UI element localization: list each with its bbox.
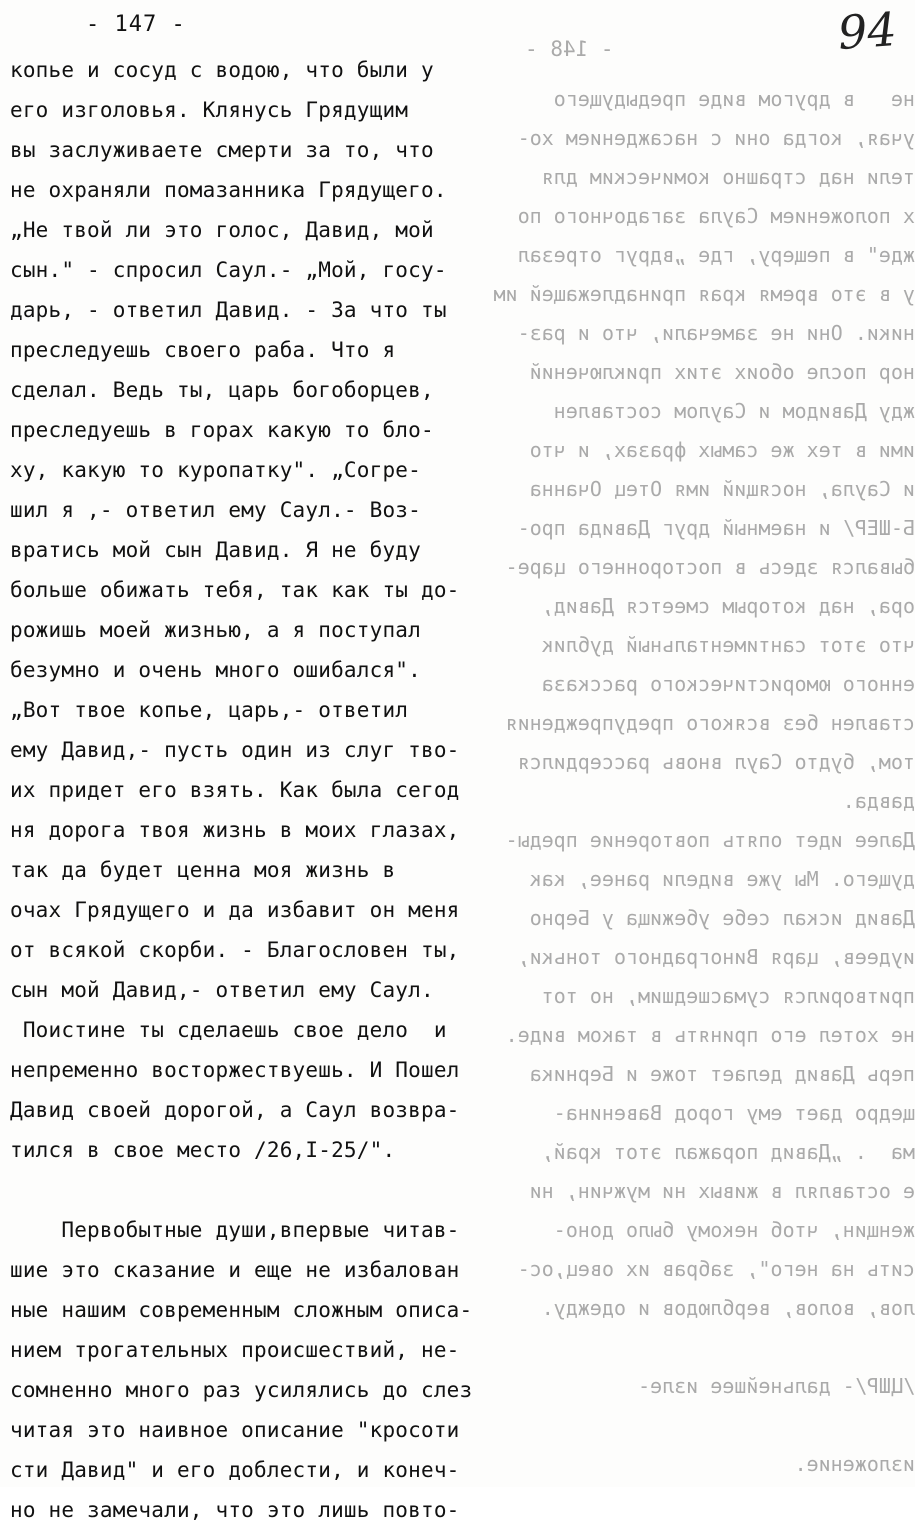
bleed-text-line: ники. Они не замечали, что и раз- xyxy=(517,321,915,345)
bleed-text-line: Далее идет опять повторение преды- xyxy=(505,828,915,852)
text-line: читая это наивное описание "кросоти xyxy=(10,1418,460,1442)
text-line: дарь, - ответил Давид. - За что ты xyxy=(10,298,447,322)
text-line: шие это сказание и еще не избалован xyxy=(10,1258,460,1282)
text-line: Давид своей дорогой, а Саул возвра- xyxy=(10,1098,460,1122)
bleed-text-line: притворился сумасшедшим, но тот xyxy=(541,984,915,1008)
text-line: копье и сосуд с водою, что были у xyxy=(10,58,434,82)
text-line: тился в свое место /26,I-25/". xyxy=(10,1138,396,1162)
text-line: больше обижать тебя, так как ты до- xyxy=(10,578,460,602)
text-line: ня дорога твоя жизнь в моих глазах, xyxy=(10,818,460,842)
bleed-text-line: е оставлял в живых ни мужчин, ни xyxy=(529,1179,915,1203)
bleed-through-reverse-page xyxy=(455,20,915,1480)
text-line: преследуешь своего раба. Что я xyxy=(10,338,396,362)
bleed-text-block xyxy=(494,80,915,1480)
bleed-text-line: у в это время края принадлежащей им xyxy=(493,282,915,306)
bleed-text-line: енного юмористического рассказа xyxy=(541,672,915,696)
text-line: „Вот твое копье, царь,- ответил xyxy=(10,698,409,722)
text-line: рожишь моей жизнью, а я поступал xyxy=(10,618,421,642)
text-line: сделал. Ведь ты, царь богоборцев, xyxy=(10,378,434,402)
text-line: так да будет ценна моя жизнь в xyxy=(10,858,396,882)
bleed-text-line: давда. xyxy=(842,789,915,813)
text-line: нием трогательных происшествий, не- xyxy=(10,1338,460,1362)
bleed-text-line: ора, над которым смеется Давид, xyxy=(541,594,915,618)
bleed-text-line: Б-ШЕР/ и наемный друг Давида про- xyxy=(517,516,915,540)
text-line: его изголовья. Клянусь Грядущим xyxy=(10,98,409,122)
text-line: ему Давид,- пусть один из слуг тво- xyxy=(10,738,460,762)
bleed-text-line xyxy=(494,1328,915,1367)
bleed-text-line: щедро дает ему город Вавенина- xyxy=(553,1101,915,1125)
typewritten-text-block xyxy=(10,50,510,1530)
text-line: „Не твой ли это голос, Давид, мой xyxy=(10,218,434,242)
text-line: сомненно много раз усилялись до слез xyxy=(10,1378,473,1402)
bleed-text-line: Давид искал себе убежища у Берно xyxy=(529,906,915,930)
text-line: сын." - спросил Саул.- „Мой, госу- xyxy=(10,258,447,282)
bleed-text-line: тели над страшно комическим для xyxy=(541,165,915,189)
text-line: ху, какую то куропатку". „Согре- xyxy=(10,458,421,482)
handwritten-archive-number: 94 xyxy=(836,2,899,60)
text-line: ные нашим современным сложным описа- xyxy=(10,1298,473,1322)
bleed-text-line: не хотел его принять в таком виде. xyxy=(505,1023,915,1047)
text-line: Поистине ты сделаешь свое дело и xyxy=(10,1018,447,1042)
bleed-text-line: бывался здесь в постороннего царе- xyxy=(505,555,915,579)
bleed-text-line: иудеев, царя Виноградного тоньки, xyxy=(517,945,915,969)
text-line: преследуешь в горах какую то бло- xyxy=(10,418,434,442)
page-number: - 147 - xyxy=(86,12,186,37)
bleed-text-line: сить на него", забрав их овец,ос- xyxy=(517,1257,915,1281)
bleed-text-line: лов, волов, верблюдов и одежду. xyxy=(541,1296,915,1320)
text-line: сти Давид" и его доблести, и конеч- xyxy=(10,1458,460,1482)
bleed-text-line xyxy=(494,1406,915,1445)
text-line: вы заслуживаете смерти за то, что xyxy=(10,138,434,162)
bleed-text-line: дущего. Мы уже видели ранее, как xyxy=(529,867,915,891)
bleed-text-line: нор после обоих этих приключений xyxy=(529,360,915,384)
bleed-text-line: ставлен без всякого предупреждения xyxy=(505,711,915,735)
bleed-text-line: изложение. xyxy=(794,1452,915,1476)
bleed-text-line: ими в тех же самых фразах, и что xyxy=(529,438,915,462)
text-line: не охраняли помазанника Грядущего. xyxy=(10,178,447,202)
text-line: шил я ,- ответил ему Саул.- Воз- xyxy=(10,498,421,522)
bleed-text-line: жду Давидом и Саулом составлен xyxy=(553,399,915,423)
bleed-text-line: и Саула, носящий имя Отец Очанна xyxy=(529,477,915,501)
text-line: вратись мой сын Давид. Я не буду xyxy=(10,538,421,562)
text-line: сын мой Давид,- ответил ему Саул. xyxy=(10,978,434,1002)
bleed-text-line: женщин, чтоб некому было доно- xyxy=(553,1218,915,1242)
bleed-text-line: жде" в пещеру, где „вдруг отрезал xyxy=(517,243,915,267)
bleed-text-line: что этот сантиментальный дублик xyxy=(541,633,915,657)
bleed-text-line: не в другом виде предыдущего xyxy=(553,87,915,111)
text-line xyxy=(10,1170,510,1210)
text-line: Первобытные души,впервые читав- xyxy=(10,1218,460,1242)
bleed-text-line: том, будто Саул вновь рассердился xyxy=(517,750,915,774)
text-line: их придет его взять. Как была сегод xyxy=(10,778,460,802)
text-line: непременно восторжествуешь. И Пошел xyxy=(10,1058,460,1082)
text-line: очах Грядущего и да избавит он меня xyxy=(10,898,460,922)
text-line: от всякой скорби. - Благословен ты, xyxy=(10,938,460,962)
bleed-text-line: учая, когда они с насаждением хо- xyxy=(517,126,915,150)
bleed-text-line: х положением Саула загадочного по xyxy=(517,204,915,228)
bleed-page-number: - 148 - xyxy=(525,37,614,61)
text-line: безумно и очень много ошибался". xyxy=(10,658,421,682)
bleed-text-line: /ЦШР/- дальнейшее изле- xyxy=(638,1374,915,1398)
text-line: но не замечали, что это лишь повто- xyxy=(10,1498,460,1522)
bleed-text-line: перь Давид делает тоже и Берника xyxy=(529,1062,915,1086)
bleed-text-line: ма . „Давид поражал этот край, xyxy=(541,1140,915,1164)
